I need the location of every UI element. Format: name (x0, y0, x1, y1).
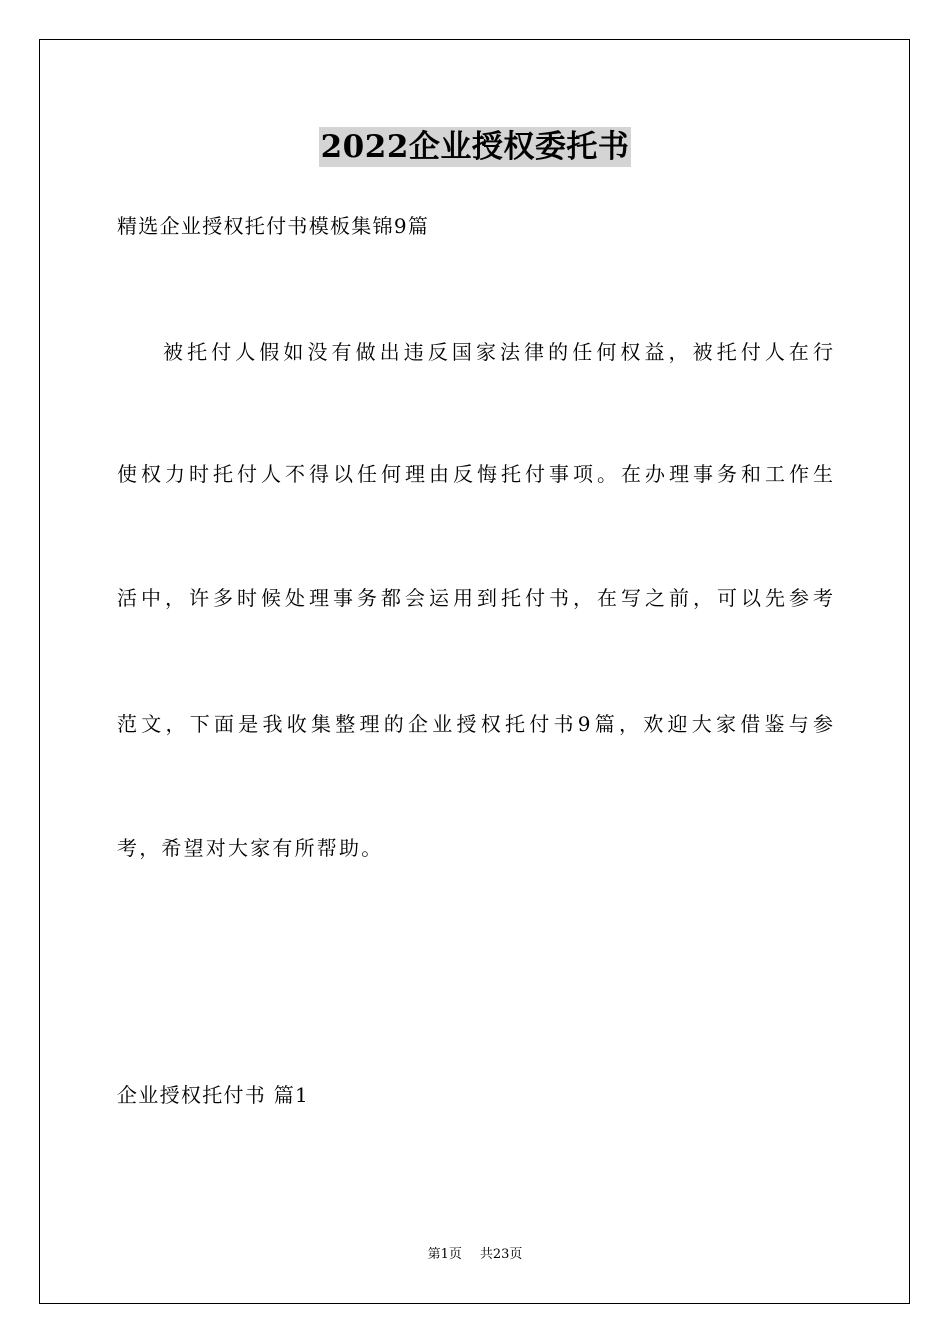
paragraph-line: 被托付人假如没有做出违反国家法律的任何权益，被托付人在行 (163, 340, 833, 364)
page-footer (0, 1246, 950, 1264)
paragraph-line: 活中，许多时候处理事务都会运用到托付书，在写之前，可以先参考 (117, 586, 833, 610)
paragraph-line: 考，希望对大家有所帮助。 (117, 836, 384, 860)
paragraph-line: 范文，下面是我收集整理的企业授权托付书9篇，欢迎大家借鉴与参 (117, 712, 833, 736)
paragraph-line: 使权力时托付人不得以任何理由反悔托付事项。在办理事务和工作生 (117, 462, 833, 486)
document-title: 2022企业授权委托书 (320, 129, 630, 165)
title-container (0, 127, 950, 167)
document-subtitle: 精选企业授权托付书模板集锦9篇 (117, 214, 430, 238)
page-number: 第1页 (427, 1247, 462, 1262)
page-total: 共23页 (479, 1247, 523, 1262)
section-heading: 企业授权托付书 篇1 (117, 1083, 310, 1107)
